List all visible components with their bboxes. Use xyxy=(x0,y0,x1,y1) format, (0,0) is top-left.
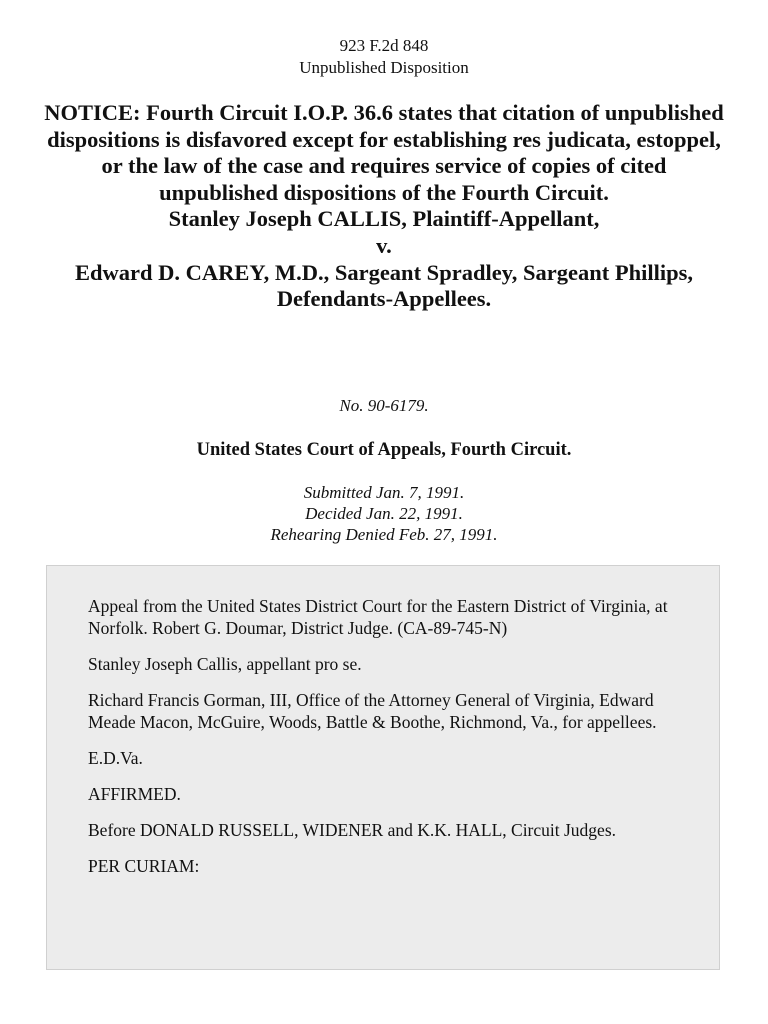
disposition: AFFIRMED. xyxy=(88,784,181,804)
versus: v. xyxy=(376,232,392,258)
citation-notice: NOTICE: Fourth Circuit I.O.P. 36.6 states that citation of unpublished dispositions is disfavored except for establishing res judicata, estoppel, or the law of the case and requires service of copies of cited unpublished dispositions of the Fourth Circuit. xyxy=(44,100,724,205)
appellant-counsel: Stanley Joseph Callis, appellant pro se. xyxy=(88,654,362,674)
case-summary-box xyxy=(46,565,720,970)
submitted-date: Submitted Jan. 7, 1991. xyxy=(303,483,465,502)
case-dates xyxy=(0,482,768,545)
lower-court: E.D.Va. xyxy=(88,748,143,768)
reporter-citation: 923 F.2d 848 xyxy=(339,36,429,55)
decided-date: Decided Jan. 22, 1991. xyxy=(305,504,463,523)
judge-panel: Before DONALD RUSSELL, WIDENER and K.K. HALL, Circuit Judges. xyxy=(88,820,617,840)
case-citation-header xyxy=(0,35,768,79)
rehearing-date: Rehearing Denied Feb. 27, 1991. xyxy=(270,525,498,544)
court-name: United States Court of Appeals, Fourth Circuit. xyxy=(196,440,572,460)
plaintiff-name: Stanley Joseph CALLIS, Plaintiff-Appellant, xyxy=(168,206,600,232)
defendant-role: Defendants-Appellees. xyxy=(276,286,492,312)
case-summary-content xyxy=(88,595,688,891)
disposition-type: Unpublished Disposition xyxy=(299,58,469,77)
docket-number: No. 90-6179. xyxy=(339,396,429,415)
appellee-counsel: Richard Francis Gorman, III, Office of the Attorney General of Virginia, Edward Meade Macon, McGuire, Woods, Battle & Boothe, Richmond, Va., for appellees. xyxy=(88,690,657,732)
defendant-names: Edward D. CAREY, M.D., Sargeant Spradley, Sargeant Phillips, xyxy=(75,259,693,285)
case-title xyxy=(40,100,728,313)
appeal-origin: Appeal from the United States District Court for the Eastern District of Virginia, at Norfolk. Robert G. Doumar, District Judge. (CA-89-745-N) xyxy=(88,596,668,638)
per-curiam-label: PER CURIAM: xyxy=(88,856,200,876)
